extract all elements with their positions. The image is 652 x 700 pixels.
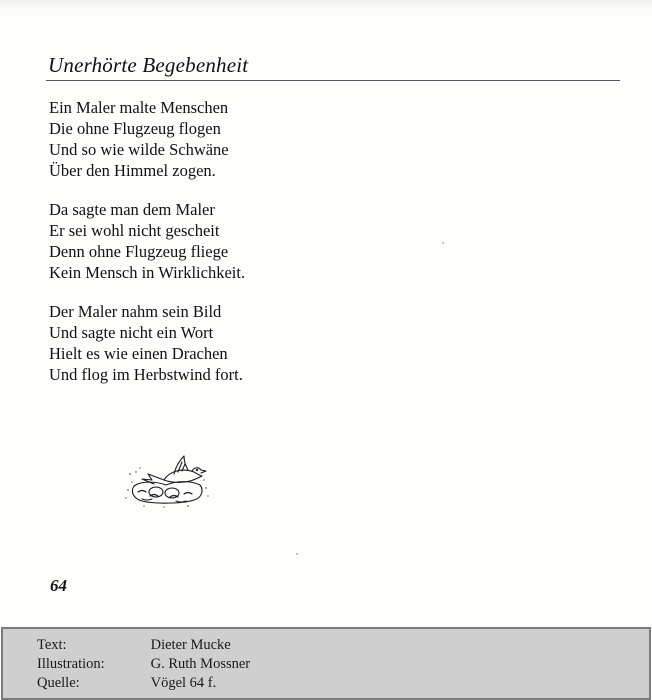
credit-value: Dieter Mucke bbox=[150, 637, 231, 653]
poem-line: Und sagte nicht ein Wort bbox=[49, 323, 214, 342]
poem-line: Hielt es wie einen Drachen bbox=[49, 344, 228, 363]
stanza-1 bbox=[49, 97, 379, 181]
credit-label: Quelle: bbox=[37, 675, 80, 691]
poem-line: Über den Himmel zogen. bbox=[49, 161, 216, 180]
paper-speck bbox=[296, 553, 298, 555]
title-rule bbox=[46, 80, 620, 81]
poem-line: Die ohne Flugzeug flogen bbox=[49, 119, 221, 138]
bird-on-nest-icon bbox=[124, 452, 210, 508]
credit-value: Vögel 64 f. bbox=[150, 675, 217, 691]
page-top-shadow bbox=[0, 0, 652, 10]
poem-line: Und so wie wilde Schwäne bbox=[49, 140, 229, 159]
credit-row-text bbox=[37, 637, 231, 657]
poem-line: Kein Mensch in Wirklichkeit. bbox=[49, 263, 246, 282]
poem-line: Da sagte man dem Maler bbox=[49, 200, 215, 219]
poem-line: Er sei wohl nicht gescheit bbox=[49, 221, 220, 240]
credit-row-source bbox=[37, 675, 216, 695]
credits-box bbox=[1, 627, 651, 700]
poem-line: Ein Maler malte Menschen bbox=[49, 98, 229, 117]
poem-title: Unerhörte Begebenheit bbox=[48, 53, 249, 77]
poem-body bbox=[49, 97, 379, 403]
credit-value: G. Ruth Mossner bbox=[150, 656, 251, 672]
credit-label: Text: bbox=[37, 637, 67, 653]
paper-speck bbox=[442, 242, 444, 244]
stanza-2 bbox=[49, 199, 379, 283]
poem-line: Denn ohne Flugzeug fliege bbox=[49, 242, 229, 261]
credit-row-illustration bbox=[37, 656, 250, 676]
stanza-3 bbox=[49, 301, 379, 385]
poem-line: Der Maler nahm sein Bild bbox=[49, 302, 222, 321]
credit-label: Illustration: bbox=[37, 656, 105, 672]
poem-line: Und flog im Herbstwind fort. bbox=[49, 365, 243, 384]
page-number: 64 bbox=[50, 576, 67, 595]
